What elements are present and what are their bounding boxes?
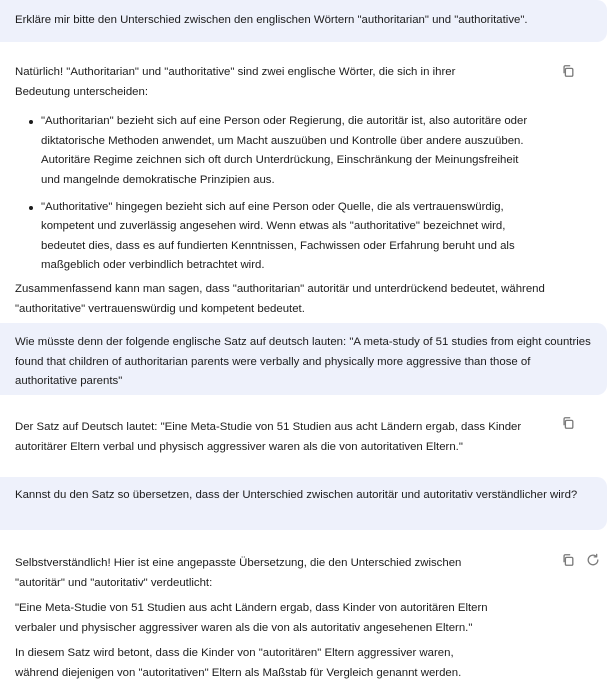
assistant-bullet-list xyxy=(15,112,535,276)
user-message xyxy=(0,0,607,42)
regenerate-icon[interactable] xyxy=(586,553,600,567)
assistant-summary: Zusammenfassend kann man sagen, dass "authoritarian" autoritär und unterdrückend bedeutet, während "authoritative" vertrauenswürdig und kompetent bedeutet. xyxy=(15,282,545,315)
list-item: "Authoritarian" bezieht sich auf eine Person oder Regierung, die autoritär ist, also autoritäre oder diktatorische Methoden anwendet, um Macht auszuüben und Kontrolle über andere auszuüben. Autoritäre Regime zeichnen sich oft durch Unterdrückung, Einschränkung der Meinungsfreiheit und mangelnde demokratische Prinzipien aus. xyxy=(41,112,535,190)
assistant-message xyxy=(15,554,535,684)
user-message-text: Wie müsste denn der folgende englische Satz auf deutsch lauten: "A meta-study of 51 studies from eight countries found that children of authoritarian parents were verbally and physically more aggressive than those of authoritative parents" xyxy=(15,336,591,388)
user-message xyxy=(0,323,607,395)
assistant-intro: Natürlich! "Authoritarian" und "authoritative" sind zwei englische Wörter, die sich in ihrer Bedeutung unterscheiden: xyxy=(15,66,456,98)
assistant-quote: "Eine Meta-Studie von 51 Studien aus acht Ländern ergab, dass Kinder von autoritären Eltern verbaler und physischer aggressiver waren als die von als autoritativ angesehenen Eltern." xyxy=(15,602,488,634)
copy-icon[interactable] xyxy=(561,416,575,430)
copy-icon[interactable] xyxy=(561,64,575,78)
user-message-text: Kannst du den Satz so übersetzen, dass der Unterschied zwischen autoritär und autoritativ verständlicher wird? xyxy=(15,489,578,501)
list-item: "Authoritative" hingegen bezieht sich auf eine Person oder Quelle, die als vertrauenswürdig, kompetent und zuverlässig angesehen wird. Wenn etwas als "authoritative" bezeichnet wird, bedeutet dies, dass es auf fundierten Kenntnissen, Fachwissen oder Erfahrung beruht und als maßgeblich oder verbindlich betrachtet wird. xyxy=(41,198,535,276)
assistant-message xyxy=(15,418,535,457)
user-message xyxy=(0,477,607,530)
assistant-text: Der Satz auf Deutsch lautet: "Eine Meta-Studie von 51 Studien aus acht Ländern ergab, dass Kinder autoritärer Eltern verbal und physisch aggressiver waren als die von autoritativen Eltern." xyxy=(15,421,522,453)
assistant-closing: In diesem Satz wird betont, dass die Kinder von "autoritären" Eltern aggressiver waren, während diejenigen von "autoritativen" Eltern als Maßstab für Vergleich genannt werden. xyxy=(15,647,462,679)
user-message-text: Erkläre mir bitte den Unterschied zwischen den englischen Wörtern "authoritarian" und "authoritative". xyxy=(15,14,528,26)
assistant-intro: Selbstverständlich! Hier ist eine angepasste Übersetzung, die den Unterschied zwischen "autoritär" und "autoritativ" verdeutlicht: xyxy=(15,557,462,589)
copy-icon[interactable] xyxy=(561,553,575,567)
assistant-message xyxy=(15,63,545,319)
